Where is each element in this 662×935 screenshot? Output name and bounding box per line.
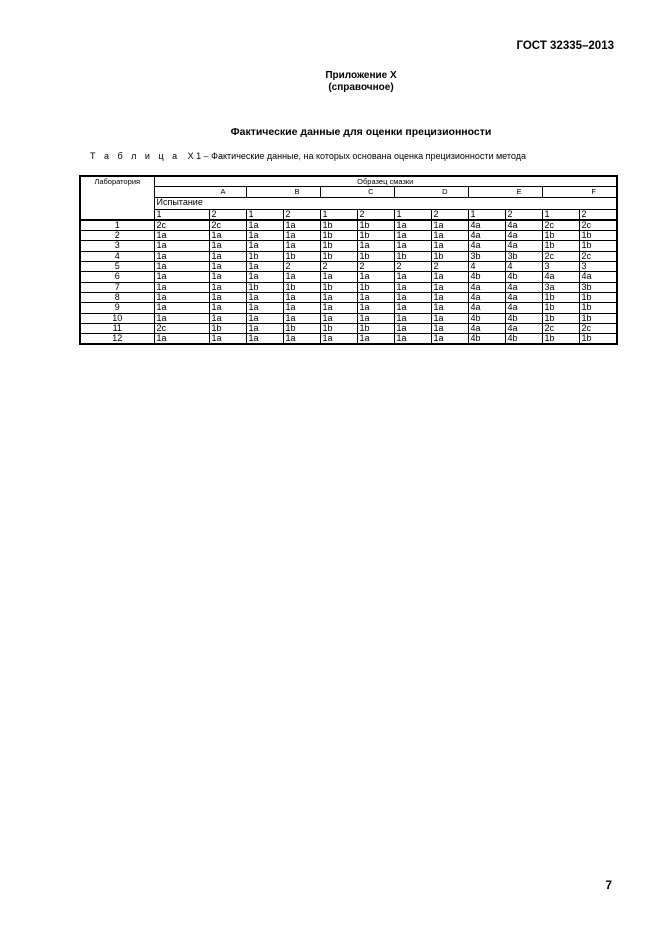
test-number-cell: 1	[246, 209, 283, 220]
table-cell: 4a	[505, 220, 542, 231]
table-row	[80, 323, 617, 333]
table-cell: 1a	[246, 272, 283, 282]
table-cell: 1b	[579, 241, 617, 251]
test-header: Испытание	[154, 197, 617, 209]
table-cell: 2	[320, 262, 357, 272]
table-cell: 3b	[579, 282, 617, 292]
table-cell: 1a	[209, 251, 246, 261]
table-cell: 1b	[579, 231, 617, 241]
test-number-cell: 1	[320, 209, 357, 220]
table-cell: 4a	[468, 303, 505, 313]
table-cell: 1b	[209, 323, 246, 333]
table-cell: 2	[283, 262, 320, 272]
lab-number-cell: 1	[80, 220, 154, 231]
table-cell: 1a	[246, 231, 283, 241]
table-cell: 4	[468, 262, 505, 272]
lab-number-cell: 4	[80, 251, 154, 261]
sample-letter: A	[154, 187, 246, 197]
table-cell: 1b	[579, 313, 617, 323]
table-cell: 1a	[357, 303, 394, 313]
precision-data-table	[79, 175, 618, 345]
table-cell: 1b	[394, 251, 431, 261]
test-number-cell: 2	[357, 209, 394, 220]
table-cell: 1a	[209, 334, 246, 345]
table-cell: 4a	[579, 272, 617, 282]
table-cell: 1a	[431, 313, 468, 323]
table-cell: 1b	[320, 251, 357, 261]
section-title: Фактические данные для оценки прецизионности	[230, 126, 492, 138]
table-cell: 1a	[154, 231, 209, 241]
table-cell: 4a	[505, 303, 542, 313]
table-cell: 4a	[505, 241, 542, 251]
table-cell: 1a	[357, 241, 394, 251]
sample-letter: D	[394, 187, 468, 197]
table-caption	[90, 151, 526, 161]
table-cell: 4b	[468, 272, 505, 282]
table-row	[80, 303, 617, 313]
header-row-test	[80, 197, 617, 209]
table-cell: 1a	[209, 231, 246, 241]
table-cell: 1b	[579, 334, 617, 345]
table-cell: 1a	[394, 323, 431, 333]
table-cell: 1b	[579, 292, 617, 302]
table-row	[80, 282, 617, 292]
table-row	[80, 231, 617, 241]
table-cell: 4b	[505, 272, 542, 282]
table-cell: 1a	[283, 272, 320, 282]
table-cell: 1a	[154, 303, 209, 313]
table-cell: 4b	[505, 334, 542, 345]
annex-heading	[0, 70, 662, 94]
table-cell: 1a	[394, 241, 431, 251]
table-cell: 2c	[579, 251, 617, 261]
table-cell: 1b	[320, 231, 357, 241]
table-cell: 1b	[431, 251, 468, 261]
table-cell: 1a	[283, 231, 320, 241]
table-cell: 4a	[468, 282, 505, 292]
table-cell: 1a	[154, 334, 209, 345]
table-cell: 1a	[154, 251, 209, 261]
table-cell: 1a	[320, 313, 357, 323]
table-cell: 4	[505, 262, 542, 272]
table-cell: 1a	[431, 323, 468, 333]
lab-number-cell: 5	[80, 262, 154, 272]
sample-letter: C	[320, 187, 394, 197]
table-cell: 1a	[154, 282, 209, 292]
table-cell: 1a	[320, 334, 357, 345]
caption-number: Х 1 –	[187, 151, 209, 161]
table-cell: 1b	[320, 241, 357, 251]
table-cell: 1a	[394, 220, 431, 231]
table-cell: 1a	[394, 231, 431, 241]
header-row-test-numbers	[80, 209, 617, 220]
test-number-cell: 2	[431, 209, 468, 220]
lab-number-cell: 3	[80, 241, 154, 251]
test-number-cell: 1	[394, 209, 431, 220]
lab-number-cell: 6	[80, 272, 154, 282]
test-number-cell: 1	[154, 209, 209, 220]
table-cell: 1a	[431, 231, 468, 241]
table-cell: 1a	[209, 313, 246, 323]
table-cell: 1b	[246, 251, 283, 261]
table-cell: 1a	[357, 334, 394, 345]
table-row	[80, 220, 617, 231]
table-cell: 4a	[468, 292, 505, 302]
table-cell: 4a	[468, 241, 505, 251]
table-cell: 1b	[357, 251, 394, 261]
table-cell: 1a	[357, 272, 394, 282]
table-cell: 1b	[357, 282, 394, 292]
table-cell: 1a	[431, 282, 468, 292]
table-cell: 1b	[579, 303, 617, 313]
table-cell: 1a	[394, 334, 431, 345]
table-cell: 4a	[505, 292, 542, 302]
table-cell: 2c	[154, 220, 209, 231]
table-cell: 4a	[468, 220, 505, 231]
table-cell: 3b	[468, 251, 505, 261]
lab-number-cell: 11	[80, 323, 154, 333]
table-cell: 1a	[394, 272, 431, 282]
test-number-cell: 2	[209, 209, 246, 220]
table-row	[80, 313, 617, 323]
table-row	[80, 272, 617, 282]
table-cell: 4a	[505, 323, 542, 333]
table-cell: 1b	[357, 323, 394, 333]
table-cell: 2c	[579, 220, 617, 231]
table-cell: 1b	[320, 323, 357, 333]
table-cell: 1a	[320, 303, 357, 313]
table-cell: 1a	[431, 334, 468, 345]
table-cell: 1a	[357, 292, 394, 302]
table-cell: 3	[542, 262, 579, 272]
table-cell: 1a	[394, 313, 431, 323]
table-cell: 2c	[542, 323, 579, 333]
caption-text: Фактические данные, на которых основана оценка прецизионности метода	[211, 151, 526, 161]
table-cell: 1a	[246, 313, 283, 323]
table-row	[80, 262, 617, 272]
table-cell: 1a	[209, 292, 246, 302]
lab-number-cell: 7	[80, 282, 154, 292]
sample-letter: B	[246, 187, 320, 197]
test-number-cell: 2	[283, 209, 320, 220]
table-cell: 1a	[154, 272, 209, 282]
lab-number-cell: 12	[80, 334, 154, 345]
table-cell: 2	[394, 262, 431, 272]
table-row	[80, 334, 617, 345]
table-cell: 4a	[505, 282, 542, 292]
table-cell: 4a	[505, 231, 542, 241]
annex-subtitle: (справочное)	[328, 82, 394, 93]
table-cell: 1a	[209, 272, 246, 282]
sample-header: Образец смазки	[154, 176, 617, 187]
test-number-cell: 1	[468, 209, 505, 220]
caption-prefix: Т а б л и ц а	[90, 151, 181, 161]
table-cell: 1b	[542, 313, 579, 323]
table-cell: 4b	[468, 334, 505, 345]
table-cell: 1b	[542, 303, 579, 313]
table-cell: 1a	[246, 220, 283, 231]
table-cell: 1a	[283, 313, 320, 323]
table-cell: 1a	[246, 323, 283, 333]
table-cell: 1a	[246, 241, 283, 251]
table-cell: 4a	[468, 231, 505, 241]
table-cell: 2c	[542, 251, 579, 261]
table-cell: 1a	[154, 241, 209, 251]
table-cell: 1a	[394, 303, 431, 313]
table-cell: 1a	[320, 272, 357, 282]
table-cell: 2c	[579, 323, 617, 333]
lab-number-cell: 9	[80, 303, 154, 313]
table-cell: 4b	[505, 313, 542, 323]
table-cell: 2c	[542, 220, 579, 231]
test-number-cell: 1	[542, 209, 579, 220]
table-cell: 1b	[283, 323, 320, 333]
table-cell: 1b	[357, 231, 394, 241]
page-number: 7	[605, 878, 612, 892]
table-cell: 1a	[320, 292, 357, 302]
table-cell: 1a	[209, 303, 246, 313]
table-cell: 1b	[320, 220, 357, 231]
table-cell: 1a	[154, 292, 209, 302]
table-cell: 1b	[542, 292, 579, 302]
sample-letter: E	[468, 187, 542, 197]
table-cell: 2c	[154, 323, 209, 333]
annex-title: Приложение Х	[325, 70, 397, 81]
table-cell: 1a	[431, 303, 468, 313]
table-cell: 1b	[283, 282, 320, 292]
table-cell: 1a	[283, 220, 320, 231]
table-cell: 1a	[431, 272, 468, 282]
table-cell: 1a	[431, 220, 468, 231]
lab-number-cell: 8	[80, 292, 154, 302]
table-cell: 1a	[154, 262, 209, 272]
table-cell: 3b	[505, 251, 542, 261]
table-cell: 1a	[283, 292, 320, 302]
table-cell: 1a	[357, 313, 394, 323]
table-cell: 1a	[209, 282, 246, 292]
table-cell: 1b	[283, 251, 320, 261]
table-cell: 1a	[283, 241, 320, 251]
table-cell: 1a	[246, 303, 283, 313]
table-cell: 1a	[209, 262, 246, 272]
table-cell: 1a	[283, 303, 320, 313]
lab-number-cell: 2	[80, 231, 154, 241]
table-cell: 1a	[283, 334, 320, 345]
test-number-cell: 2	[505, 209, 542, 220]
table-cell: 1a	[431, 241, 468, 251]
table-cell: 1a	[246, 292, 283, 302]
lab-number-cell: 10	[80, 313, 154, 323]
table-cell: 2	[431, 262, 468, 272]
table-cell: 1b	[357, 220, 394, 231]
table-cell: 1a	[154, 313, 209, 323]
document-code: ГОСТ 32335–2013	[516, 40, 614, 52]
header-row-letters	[80, 187, 617, 197]
table-cell: 4b	[468, 313, 505, 323]
table-cell: 1a	[246, 334, 283, 345]
table-cell: 1b	[542, 231, 579, 241]
table-cell: 3a	[542, 282, 579, 292]
table-cell: 1a	[246, 262, 283, 272]
table-cell: 1a	[209, 241, 246, 251]
table-row	[80, 241, 617, 251]
test-number-cell: 2	[579, 209, 617, 220]
lab-column-header: Лаборатория	[80, 176, 154, 220]
sample-letter: F	[542, 187, 617, 197]
table-row	[80, 251, 617, 261]
table-cell: 4a	[542, 272, 579, 282]
table-cell: 1a	[394, 282, 431, 292]
table-cell: 1b	[246, 282, 283, 292]
table-cell: 1a	[431, 292, 468, 302]
table-cell: 1b	[542, 241, 579, 251]
table-cell: 2	[357, 262, 394, 272]
header-row-sample	[80, 176, 617, 187]
table-cell: 1b	[320, 282, 357, 292]
table-cell: 3	[579, 262, 617, 272]
table-row	[80, 292, 617, 302]
table-body	[80, 176, 617, 344]
table-cell: 1b	[542, 334, 579, 345]
table-cell: 1a	[394, 292, 431, 302]
table-cell: 2c	[209, 220, 246, 231]
table-cell: 4a	[468, 323, 505, 333]
